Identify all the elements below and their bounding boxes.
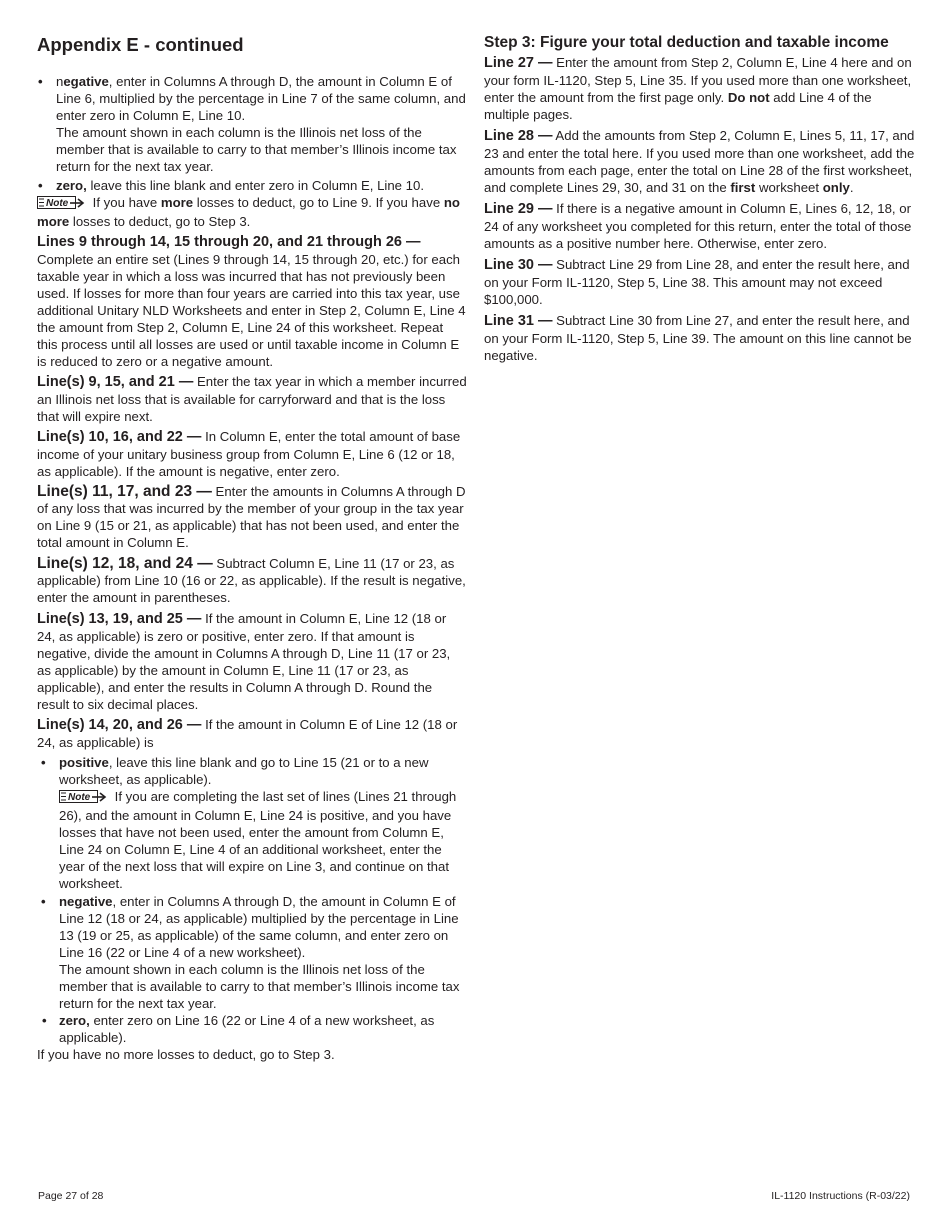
bullet-dot: •: [42, 1013, 47, 1028]
bullet-dot: •: [41, 894, 46, 909]
bullet-negative-line10: • negative, enter in Columns A through D, the amount in Column E of Line 6, multiplied by the percentage in Line 7 of the same column, and enter zero in Column E, Line 10. The amount shown in each column is the Illinois net loss of the member that is available to carry to that member’s Illinois income tax return for the next tax year.: [38, 74, 466, 174]
svg-text:Note: Note: [46, 198, 69, 209]
svg-text:Note: Note: [68, 792, 91, 803]
left-column: [37, 34, 467, 1063]
note-icon: [37, 196, 86, 213]
bullet-continuation: The amount shown in each column is the Illinois net loss of the member that is available to carry to that member’s Illinois income tax return for the next tax year.: [59, 962, 460, 1011]
bullet-dot: •: [41, 755, 46, 770]
line-27: Line 27 — Enter the amount from Step 2, Column E, Line 4 here and on your form IL-1120, Step 5, Line 35. If you used more than one worksheet, enter the amount from the first page only. Do not add Line 4 of the multiple pages.: [484, 55, 912, 122]
bullet-positive: • positive, leave this line blank and go to Line 15 (21 or to a new worksheet, as applicable). Note If you are completing the last set of lines (Lines 21 through 26), and the amount in Column E, Line 24 is positive, and you have losses that have not been used, enter the amount from Column E, Line 24 on Column E, Line 4 of an additional worksheet, enter the year of the next loss that will expire on Line 3, and continue on that worksheet.: [37, 754, 467, 892]
bullet-dot: •: [38, 178, 43, 193]
bullet-zero-line10: • zero, leave this line blank and enter zero in Column E, Line 10.: [38, 178, 424, 193]
note-icon: [59, 790, 108, 807]
bullet-negative-line16: • negative, enter in Columns A through D, the amount in Column E of Line 12 (18 or 24, as applicable) multiplied by the percentage in Line 13 (19 or 25, as applicable) of the same column, and enter zero on Line 16 (22 or Line 4 of a new worksheet). The amount shown in each column is the Illinois net loss of the member that is available to carry to that member’s Illinois income tax return for the next tax year.: [37, 893, 467, 1012]
lines-9-through-26: Lines 9 through 14, 15 through 20, and 21 through 26 — Complete an entire set (Lines 9 through 14, 15 through 20, etc.) for each taxable year in which a loss was incurred that has not previously been used. If losses for more than four years are carried into this tax year, use additional Unitary NLD Worksheets and enter in Step 2, Column E, Line 4 the amount from Step 2, Column E, Line 24 of this worksheet. Repeat this process until all losses are used or until taxable income in Column E is reduced to zero or a negative amount.: [37, 234, 466, 369]
step3-heading: Step 3: Figure your total deduction and taxable income: [484, 34, 889, 51]
lines-12-18-24: Line(s) 12, 18, and 24 — Subtract Column E, Line 11 (17 or 23, as applicable) from Line 10 (16 or 22, as applicable). If the result is negative, enter the amount in parentheses.: [37, 555, 466, 605]
note-last-set: Note If you are completing the last set of lines (Lines 21 through 26), and the amount in Column E, Line 24 is positive, and you have losses that have not been used, enter the amount from Column E, Line 24 on Column E, Line 4 of an additional worksheet, enter the year of the next loss that will expire on Line 3, and continue on that worksheet.: [59, 789, 457, 891]
lines-10-16-22: Line(s) 10, 16, and 22 — In Column E, enter the total amount of base income of your unitary business group from Column E, Line 6 (12 or 18, as applicable). If the amount is negative, enter zero.: [37, 429, 461, 479]
lines-9-15-21: Line(s) 9, 15, and 21 — Enter the tax year in which a member incurred an Illinois net loss that is available for carryforward and that is the loss that will expire next.: [37, 374, 467, 424]
bullet-dot: •: [38, 74, 43, 89]
right-column: [484, 34, 916, 368]
line-30: Line 30 — Subtract Line 29 from Line 28, and enter the result here, and on your Form IL-1120, Step 5, Line 38. This amount may not exceed $100,000.: [484, 257, 910, 307]
bullet-continuation: The amount shown in each column is the Illinois net loss of the member that is available to carry to that member’s Illinois income tax return for the next tax year.: [56, 125, 457, 174]
lines-14-20-26: Line(s) 14, 20, and 26 — If the amount in Column E of Line 12 (18 or 24, as applicable) is: [37, 717, 458, 750]
line-29: Line 29 — If there is a negative amount in Column E, Lines 6, 12, 18, or 24 of any worksheet you completed for this return, enter the total of those amounts as a positive number here. Otherwise, enter zero.: [484, 201, 912, 251]
lines-13-19-25: Line(s) 13, 19, and 25 — If the amount in Column E, Line 12 (18 or 24, as applicable) is zero or positive, enter zero. If that amount is negative, divide the amount in Columns A through D, Line 11 (17 or 23, as applicable) by the amount in Column E, Line 11 (17 or 23, as applicable), and enter the results in Column A through D. Round the result to six decimal places.: [37, 611, 451, 712]
form-identifier: IL-1120 Instructions (R-03/22): [771, 1190, 910, 1202]
lines-11-17-23: Line(s) 11, 17, and 23 — Enter the amounts in Columns A through D of any loss that was incurred by the member of your group in the tax year on Line 9 (15 or 21, as applicable) that has not been used, and enter the total amount in Column E.: [37, 483, 466, 550]
page-heading: Appendix E - continued: [37, 34, 244, 55]
page-number: Page 27 of 28: [38, 1190, 104, 1202]
line-28: Line 28 — Add the amounts from Step 2, Column E, Lines 5, 11, 17, and 23 and enter the total here. If you used more than one worksheet, add the amounts from each page, enter the total on Line 28 of the first worksheet, and complete Lines 29, 30, and 31 on the first worksheet only.: [484, 128, 915, 195]
final-instruction: If you have no more losses to deduct, go to Step 3.: [37, 1047, 335, 1062]
note-more-losses: Note If you have more losses to deduct, go to Line 9. If you have no more losses to deduct, go to Step 3.: [37, 195, 460, 229]
line-31: Line 31 — Subtract Line 30 from Line 27, and enter the result here, and on your Form IL-1120, Step 5, Line 39. The amount on this line cannot be negative.: [484, 313, 912, 363]
bullet-zero-line16: • zero, enter zero on Line 16 (22 or Line 4 of a new worksheet, as applicable).: [42, 1013, 435, 1045]
